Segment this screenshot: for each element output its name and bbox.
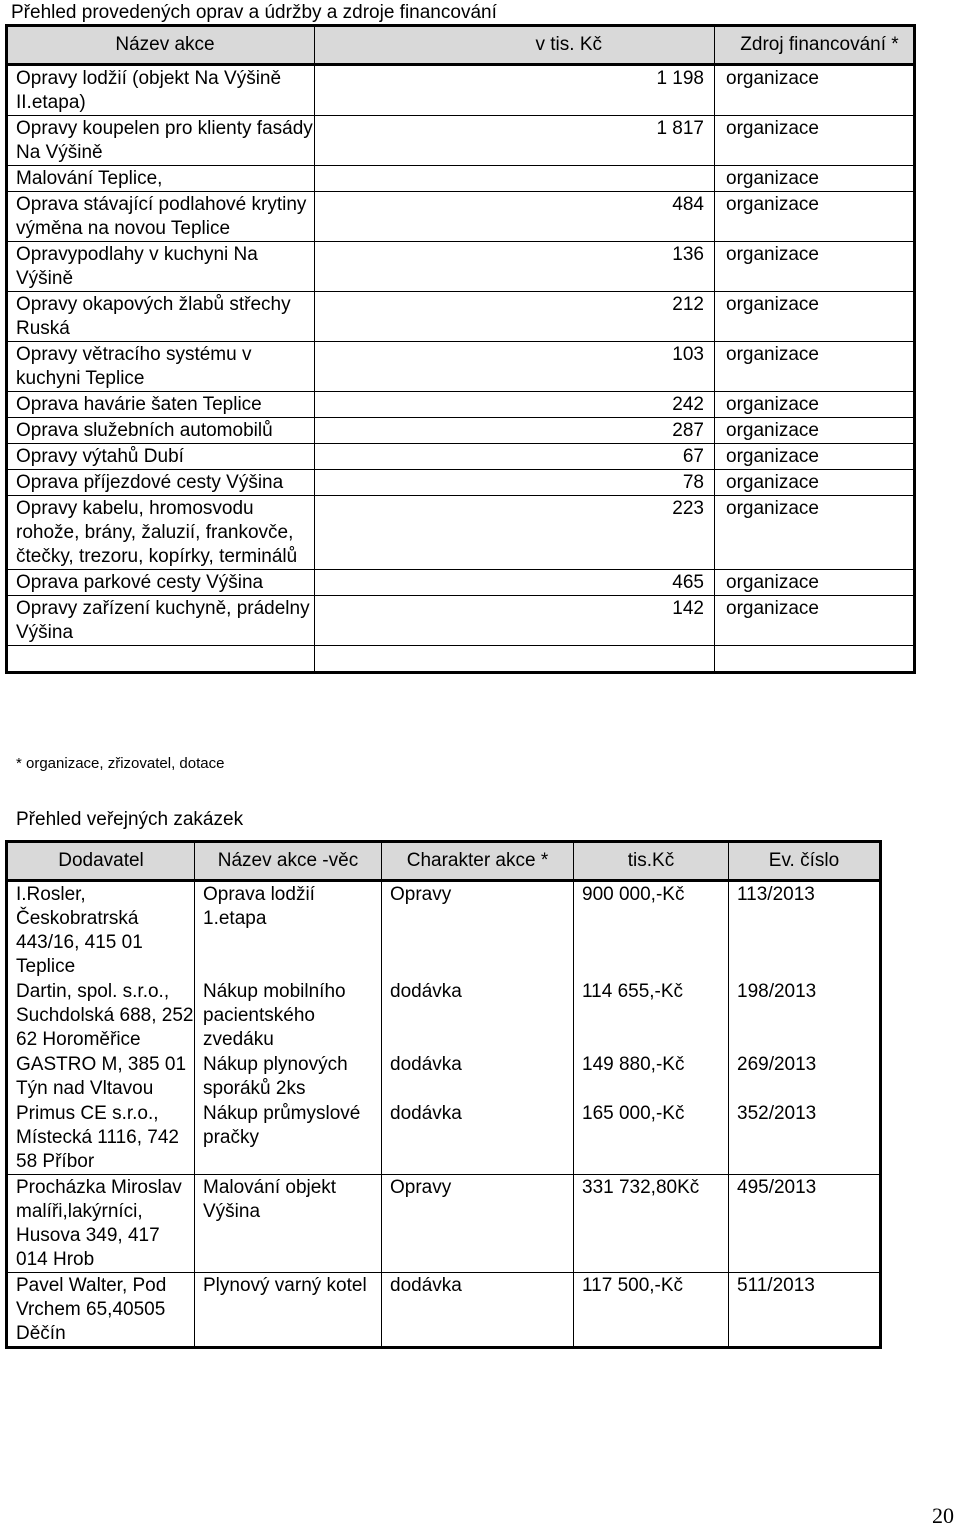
funding-source-cell: organizace <box>715 444 915 470</box>
funding-source-cell: organizace <box>715 192 915 242</box>
action-name-cell: Opravy větracího systému v kuchyni Teplice <box>7 342 315 392</box>
column-header: Dodavatel <box>7 842 195 881</box>
registration-number-cell: 113/2013 <box>729 881 881 980</box>
amount-cell: 103 <box>315 342 715 392</box>
amount-cell: 67 <box>315 444 715 470</box>
action-name-cell: Opravy zařízení kuchyně, prádelny Výšina <box>7 596 315 646</box>
column-header: Název akce <box>7 26 315 65</box>
funding-source-cell: organizace <box>715 496 915 570</box>
table-row <box>7 292 915 342</box>
action-type-cell: dodávka <box>382 979 574 1052</box>
page-number: 20 <box>932 1503 954 1528</box>
column-header: Charakter akce * <box>382 842 574 881</box>
amount-cell: 465 <box>315 570 715 596</box>
table-row <box>7 881 881 980</box>
table-row <box>7 116 915 166</box>
price-cell: 331 732,80Kč <box>574 1175 729 1273</box>
action-name-cell: Opravy výtahů Dubí <box>7 444 315 470</box>
amount-cell: 223 <box>315 496 715 570</box>
funding-source-cell: organizace <box>715 392 915 418</box>
table-row <box>7 1273 881 1348</box>
table-row <box>7 418 915 444</box>
supplier-cell: Primus CE s.r.o., Místecká 1116, 742 58 Příbor <box>7 1101 195 1175</box>
column-header: Název akce -věc <box>195 842 382 881</box>
action-type-cell: Opravy <box>382 881 574 980</box>
supplier-cell: Dartin, spol. s.r.o., Suchdolská 688, 252 62 Horoměřice <box>16 981 194 1050</box>
supplier-cell: Procházka Miroslav malíři,lakýrníci, Husova 349, 417 014 Hrob <box>7 1175 195 1273</box>
table-header-row <box>7 26 915 65</box>
table-row <box>7 342 915 392</box>
repairs-table <box>5 24 916 674</box>
table-row <box>7 470 915 496</box>
action-name-cell: Nákup plynových sporáků 2ks <box>195 1052 382 1101</box>
table-row <box>7 1052 881 1101</box>
table-row <box>7 1175 881 1273</box>
action-name-cell: Oprava lodžií 1.etapa <box>195 881 382 980</box>
action-type-cell: dodávka <box>382 1273 574 1348</box>
empty-row <box>7 646 915 673</box>
section1-title: Přehled provedených oprav a údržby a zdroje financování <box>11 2 497 23</box>
action-name-cell: Oprava příjezdové cesty Výšina <box>7 470 315 496</box>
action-name-cell: Opravypodlahy v kuchyni Na Výšině <box>7 242 315 292</box>
column-header: Ev. číslo <box>729 842 881 881</box>
table-row <box>7 444 915 470</box>
funding-source-cell: organizace <box>715 470 915 496</box>
action-name-cell: Malování objekt Výšina <box>195 1175 382 1273</box>
supplier-cell: Pavel Walter, Pod Vrchem 65,40505 Děčín <box>16 1275 167 1344</box>
action-name-cell: Nákup průmyslové pračky <box>195 1101 382 1175</box>
table-row <box>7 192 915 242</box>
contracts-table <box>5 840 882 1349</box>
footnote: * organizace, zřizovatel, dotace <box>16 755 225 772</box>
column-header: Zdroj financování * <box>715 26 915 65</box>
funding-source-cell: organizace <box>715 166 915 192</box>
action-name-cell: Plynový varný kotel <box>195 1273 382 1348</box>
table-row <box>7 166 915 192</box>
price-cell: 900 000,-Kč <box>574 881 729 980</box>
table-row <box>7 392 915 418</box>
registration-number-cell: 269/2013 <box>729 1052 881 1101</box>
action-type-cell: dodávka <box>382 1101 574 1175</box>
column-header: v tis. Kč <box>315 26 715 65</box>
registration-number-cell: 495/2013 <box>729 1175 881 1273</box>
action-name-cell: Opravy okapových žlabů střechy Ruská <box>7 292 315 342</box>
table-row <box>7 979 881 1052</box>
supplier-cell: GASTRO M, 385 01 Týn nad Vltavou <box>16 1054 187 1099</box>
amount-cell: 136 <box>315 242 715 292</box>
amount-cell: 142 <box>315 596 715 646</box>
registration-number-cell: 198/2013 <box>729 979 881 1052</box>
amount-cell: 287 <box>315 418 715 444</box>
action-name-cell: Oprava služebních automobilů <box>7 418 315 444</box>
price-cell: 114 655,-Kč <box>574 979 729 1052</box>
action-name-cell: Opravy kabelu, hromosvodu rohože, brány, žaluzií, frankovče, čtečky, trezoru, kopírky, terminálů <box>7 496 315 570</box>
section2-title: Přehled veřejných zakázek <box>16 809 244 830</box>
amount-cell: 242 <box>315 392 715 418</box>
table-header-row <box>7 842 881 881</box>
funding-source-cell: organizace <box>715 596 915 646</box>
table-row <box>7 570 915 596</box>
registration-number-cell: 352/2013 <box>729 1101 881 1175</box>
price-cell: 149 880,-Kč <box>574 1052 729 1101</box>
price-cell: 117 500,-Kč <box>574 1273 729 1348</box>
table-row <box>7 242 915 292</box>
registration-number-cell: 511/2013 <box>729 1273 881 1348</box>
amount-cell: 1 198 <box>315 65 715 116</box>
funding-source-cell: organizace <box>715 292 915 342</box>
table-row <box>7 65 915 116</box>
funding-source-cell: organizace <box>715 342 915 392</box>
table-row <box>7 496 915 570</box>
action-name-cell: Opravy lodžií (objekt Na Výšině II.etapa) <box>7 65 315 116</box>
table-row <box>7 1101 881 1175</box>
funding-source-cell: organizace <box>715 570 915 596</box>
action-name-cell: Oprava stávající podlahové krytiny výměna na novou Teplice <box>7 192 315 242</box>
action-name-cell: Oprava parkové cesty Výšina <box>7 570 315 596</box>
funding-source-cell: organizace <box>715 65 915 116</box>
action-name-cell: Oprava havárie šaten Teplice <box>7 392 315 418</box>
funding-source-cell: organizace <box>715 242 915 292</box>
supplier-cell: I.Rosler, Českobratrská 443/16, 415 01 Teplice <box>16 884 143 977</box>
action-type-cell: Opravy <box>382 1175 574 1273</box>
action-name-cell: Malování Teplice, <box>7 166 315 192</box>
funding-source-cell: organizace <box>715 418 915 444</box>
amount-cell: 212 <box>315 292 715 342</box>
amount-cell: 484 <box>315 192 715 242</box>
action-type-cell: dodávka <box>382 1052 574 1101</box>
column-header: tis.Kč <box>574 842 729 881</box>
table-row <box>7 596 915 646</box>
amount-cell <box>315 166 715 192</box>
action-name-cell: Nákup mobilního pacientského zvedáku <box>195 979 382 1052</box>
funding-source-cell: organizace <box>715 116 915 166</box>
amount-cell: 1 817 <box>315 116 715 166</box>
price-cell: 165 000,-Kč <box>574 1101 729 1175</box>
amount-cell: 78 <box>315 470 715 496</box>
action-name-cell: Opravy koupelen pro klienty fasády Na Výšině <box>7 116 315 166</box>
